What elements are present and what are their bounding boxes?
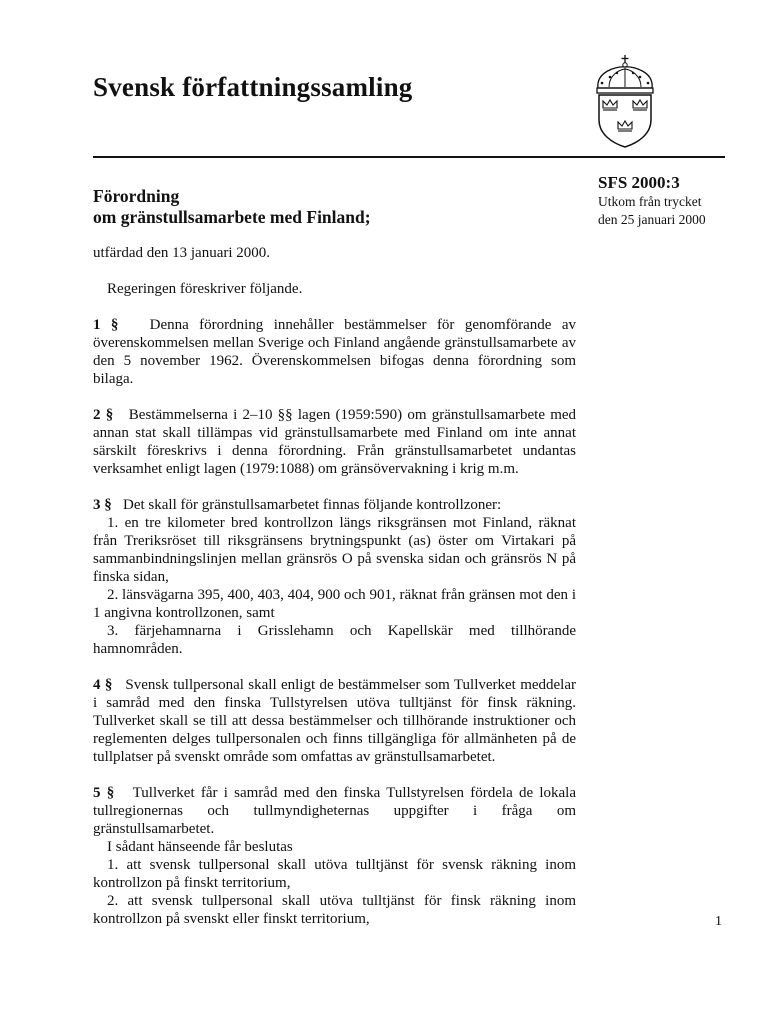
list-item: 1. en tre kilometer bred kontrollzon längs riksgränsen mot Finland, räknat från Treriksröset till riksgränsens brytningspunkt (as) öster om Virtakari på sammanbindningslinjen mellan gränsrös O på svenska sidan och gränsrös N på finska sidan, <box>93 515 576 585</box>
published-line-1: Utkom från trycket <box>598 194 702 209</box>
document-body <box>93 244 576 928</box>
section-text: Denna förordning innehåller bestämmelser för genomförande av överenskommelsen mellan Sverige och Finland angående gränstullsamarbete av den 5 november 1962. Överenskommelsen bifogas denna förordning som bilaga. <box>93 317 577 387</box>
intro-sentence: Regeringen föreskriver följande. <box>107 281 303 297</box>
section-number: 4 § <box>93 677 113 693</box>
published-line-2: den 25 januari 2000 <box>598 212 706 227</box>
list-item: 2. länsvägarna 395, 400, 403, 404, 900 och 901, räknat från gränsen mot den i 1 angivna kontrollzonen, samt <box>93 587 576 621</box>
document-title-line-2: om gränstullsamarbete med Finland; <box>93 207 371 227</box>
section-number: 1 § <box>93 317 119 333</box>
section-number: 2 § <box>93 407 114 423</box>
section-subtext: I sådant hänseende får beslutas <box>107 839 293 855</box>
list-item: 2. att svensk tullpersonal skall utöva tulltjänst för finsk räkning inom kontrollzon på svenskt eller finskt territorium, <box>93 893 576 927</box>
sfs-number: SFS 2000:3 <box>598 173 680 192</box>
document-title <box>93 186 371 228</box>
issued-date: utfärdad den 13 januari 2000. <box>93 245 271 261</box>
list-item: 3. färjehamnarna i Grisslehamn och Kapellskär med tillhörande hamnområden. <box>93 623 576 657</box>
header-rule <box>93 156 725 158</box>
section-text: Bestämmelserna i 2–10 §§ lagen (1959:590) om gränstullsamarbete med annan stat skall tillämpas vid gränstullsamarbete med Finland om inte annat särskilt föreskrivs i denna förordning. Från gränstullsamarbetet undantas verksamhet enligt lagen (1979:1088) om gränsövervakning i krig m.m. <box>93 407 577 477</box>
section-number: 3 § <box>93 497 112 513</box>
section-text: Det skall för gränstullsamarbetet finnas följande kontrollzoner: <box>123 497 502 513</box>
swedish-coat-of-arms-icon <box>588 54 662 150</box>
section-number: 5 § <box>93 785 115 801</box>
page-number: 1 <box>715 914 722 929</box>
section-3 <box>93 496 576 514</box>
section-4 <box>93 676 576 766</box>
section-text: Tullverket får i samråd med den finska Tullstyrelsen fördela de lokala tullregionernas och tullmyndigheternas uppgifter i fråga om gränstullsamarbetet. <box>93 785 577 837</box>
document-title-line-1: Förordning <box>93 186 180 206</box>
section-text: Svensk tullpersonal skall enligt de bestämmelser som Tullverket meddelar i samråd med den finska Tullstyrelsen utöva tulltjänst för finsk räkning. Tullverket skall se till att dessa bestämmelser och tillhörande instruktioner och reglementen delges tullpersonalen och finns tillgängliga för allmänheten på de tullplatser på svenskt område som omfattas av gränstullsamarbetet. <box>93 677 577 765</box>
section-2 <box>93 406 576 478</box>
section-1 <box>93 316 576 388</box>
section-5 <box>93 784 576 838</box>
publication-title: Svensk författningssamling <box>93 72 413 102</box>
list-item: 1. att svensk tullpersonal skall utöva tulltjänst för svensk räkning inom kontrollzon på finskt territorium, <box>93 857 576 891</box>
